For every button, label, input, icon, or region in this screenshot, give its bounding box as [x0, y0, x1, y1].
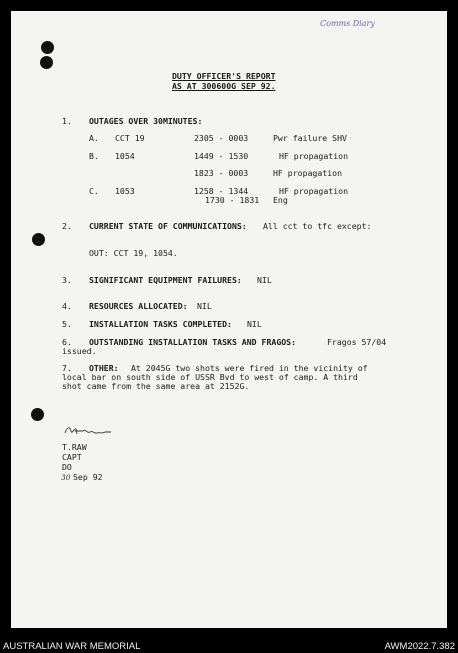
outage-letter: A. [89, 133, 99, 143]
item-heading: SIGNIFICANT EQUIPMENT FAILURES: [89, 275, 242, 285]
signature-day-handwritten: 30 [61, 473, 71, 482]
item-number: 7. [62, 363, 72, 373]
outage-reason: Pwr failure SHV [273, 133, 347, 143]
outage-time: 1823 - 0003 [194, 168, 249, 178]
outage-reason: HF propagation [273, 168, 343, 178]
item-number: 2. [62, 221, 72, 231]
outage-letter: B. [89, 151, 99, 161]
item-heading: OUTAGES OVER 30MINUTES: [89, 116, 203, 126]
item-number: 3. [62, 275, 72, 285]
item-heading: RESOURCES ALLOCATED: [89, 301, 188, 311]
outage-circuit: 1053 [115, 186, 135, 196]
item-number: 1. [62, 116, 72, 126]
item-text: All cct to tfc except: [263, 221, 372, 231]
item-number: 6. [62, 337, 72, 347]
out-circuits: OUT: CCT 19, 1054. [89, 248, 178, 258]
outage-reason: Eng [273, 195, 288, 205]
item-text: NIL [197, 301, 212, 311]
item-text: Fragos 57/04 [327, 337, 387, 347]
item-number: 5. [62, 319, 72, 329]
outage-time: 2305 - 0003 [194, 133, 249, 143]
handwritten-signature [63, 425, 115, 439]
item-text: At 2045G two shots were fired in the vicinity of [131, 363, 368, 373]
item-text: NIL [247, 319, 262, 329]
punch-hole [40, 56, 53, 69]
item-number: 4. [62, 301, 72, 311]
punch-hole [32, 233, 45, 246]
signature-date: Sep 92 [73, 472, 103, 482]
footer-accession-number: AWM2022.7.382 [384, 641, 455, 652]
item-heading: OTHER: [89, 363, 119, 373]
document-page [11, 11, 447, 628]
outage-circuit: 1054 [115, 151, 135, 161]
handwritten-annotation: Comms Diary [320, 19, 375, 28]
outage-reason: HF propagation [279, 151, 349, 161]
punch-hole [41, 41, 54, 54]
punch-hole [31, 408, 44, 421]
report-title: DUTY OFFICER'S REPORT [172, 71, 276, 81]
signature-name: T.RAW [62, 442, 87, 452]
item-heading: INSTALLATION TASKS COMPLETED: [89, 319, 232, 329]
outage-reason: HF propagation [279, 186, 349, 196]
outage-time: 1730 - 1831 [205, 195, 260, 205]
item-text: shot came from the same area at 2152G. [62, 381, 250, 391]
outage-time: 1449 - 1530 [194, 151, 249, 161]
outage-circuit: CCT 19 [115, 133, 145, 143]
outage-letter: C. [89, 186, 99, 196]
report-subtitle: AS AT 300600G SEP 92. [172, 81, 276, 91]
item-text-continued: issued. [62, 346, 97, 356]
item-heading: OUTSTANDING INSTALLATION TASKS AND FRAGOS: [89, 337, 297, 347]
item-heading: CURRENT STATE OF COMMUNICATIONS: [89, 221, 247, 231]
signature-rank: CAPT [62, 452, 82, 462]
item-text: NIL [257, 275, 272, 285]
item-text: local bar on south side of USSR Bvd to west of camp. A third [62, 372, 358, 382]
footer-institution: AUSTRALIAN WAR MEMORIAL [3, 641, 141, 652]
outage-time: 1258 - 1344 [194, 186, 249, 196]
signature-role: DO [62, 462, 72, 472]
